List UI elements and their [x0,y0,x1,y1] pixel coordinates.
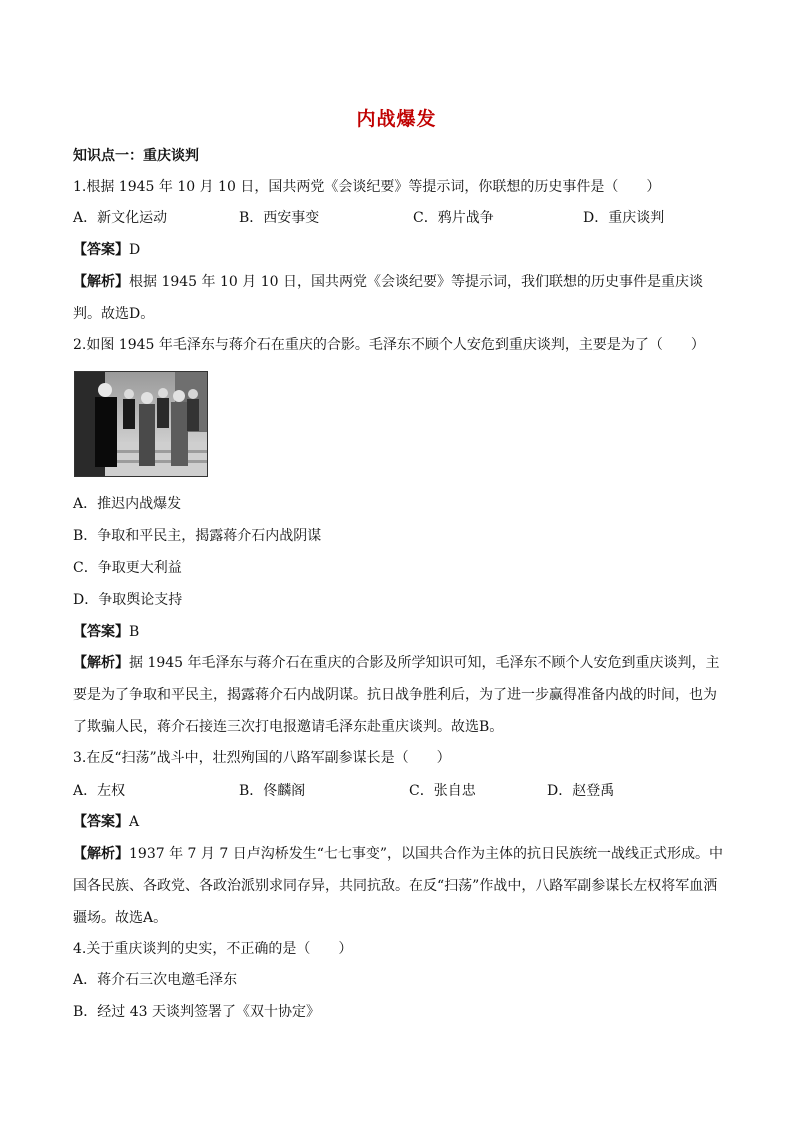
question-4-stem: 4.关于重庆谈判的史实，不正确的是（ ） [73,941,353,957]
analysis-tag: 【解析】 [73,274,129,290]
question-1-stem: 1.根据 1945 年 10 月 10 日，国共两党《会谈纪要》等提示词，你联想的历史事件是（ ） [73,179,661,195]
answer-tag: 【答案】 [73,814,129,830]
question-1-option-a: A．新文化运动 [73,210,168,226]
question-2-option-a: A．推迟内战爆发 [73,496,182,512]
answer-tag: 【答案】 [73,242,129,258]
question-3-option-a: A．左权 [73,783,126,799]
analysis-tag: 【解析】 [73,655,129,671]
question-3-answer [73,812,139,832]
question-2-answer [73,622,139,642]
question-4-option-b: B．经过 43 天谈判签署了《双十协定》 [73,1004,321,1020]
section-heading: 知识点一：重庆谈判 [73,148,199,164]
question-2-option-c: C．争取更大利益 [73,560,182,576]
question-1-answer [73,240,140,260]
question-3-analysis [73,838,723,934]
question-3-stem: 3.在反“扫荡”战斗中，壮烈殉国的八路军副参谋长是（ ） [73,750,451,766]
question-1-option-d: D．重庆谈判 [583,210,665,226]
question-1-option-b: B．西安事变 [239,210,320,226]
question-4-option-a: A．蒋介石三次电邀毛泽东 [73,972,238,988]
analysis-text: 1937 年 7 月 7 日卢沟桥发生“七七事变”，以国共合作为主体的抗日民族统一战线正式形成。中国各民族、各政党、各政治派别求同存异，共同抗敌。在反“扫荡”作战中，八路军副参谋长左权将军血洒疆场。故选A。 [73,846,724,926]
answer-value: D [129,242,141,258]
question-2-stem: 2.如图 1945 年毛泽东与蒋介石在重庆的合影。毛泽东不顾个人安危到重庆谈判，主要是为了（ ） [73,337,705,353]
question-3-option-c: C．张自忠 [409,783,476,799]
photo-illustration [75,372,207,476]
question-1-option-c: C．鸦片战争 [413,210,494,226]
question-2-option-b: B．争取和平民主，揭露蒋介石内战阴谋 [73,528,322,544]
analysis-text: 根据 1945 年 10 月 10 日，国共两党《会谈纪要》等提示词，我们联想的历史事件是重庆谈判。故选D。 [73,274,703,322]
analysis-text: 据 1945 年毛泽东与蒋介石在重庆的合影及所学知识可知，毛泽东不顾个人安危到重庆谈判，主要是为了争取和平民主，揭露蒋介石内战阴谋。抗日战争胜利后，为了进一步赢得准备内战的时间，也为了欺骗人民，蒋介石接连三次打电报邀请毛泽东赴重庆谈判。故选B。 [73,655,720,735]
answer-value: B [129,624,140,640]
question-2-option-d: D．争取舆论支持 [73,592,183,608]
analysis-tag: 【解析】 [73,846,129,862]
question-1-analysis [73,266,723,330]
question-3-option-b: B．佟麟阁 [239,783,306,799]
answer-tag: 【答案】 [73,624,129,640]
question-3-option-d: D．赵登禹 [547,783,615,799]
historical-photo [74,371,208,477]
answer-value: A [129,814,140,830]
question-2-analysis [73,647,723,743]
page-title: 内战爆发 [356,108,437,130]
